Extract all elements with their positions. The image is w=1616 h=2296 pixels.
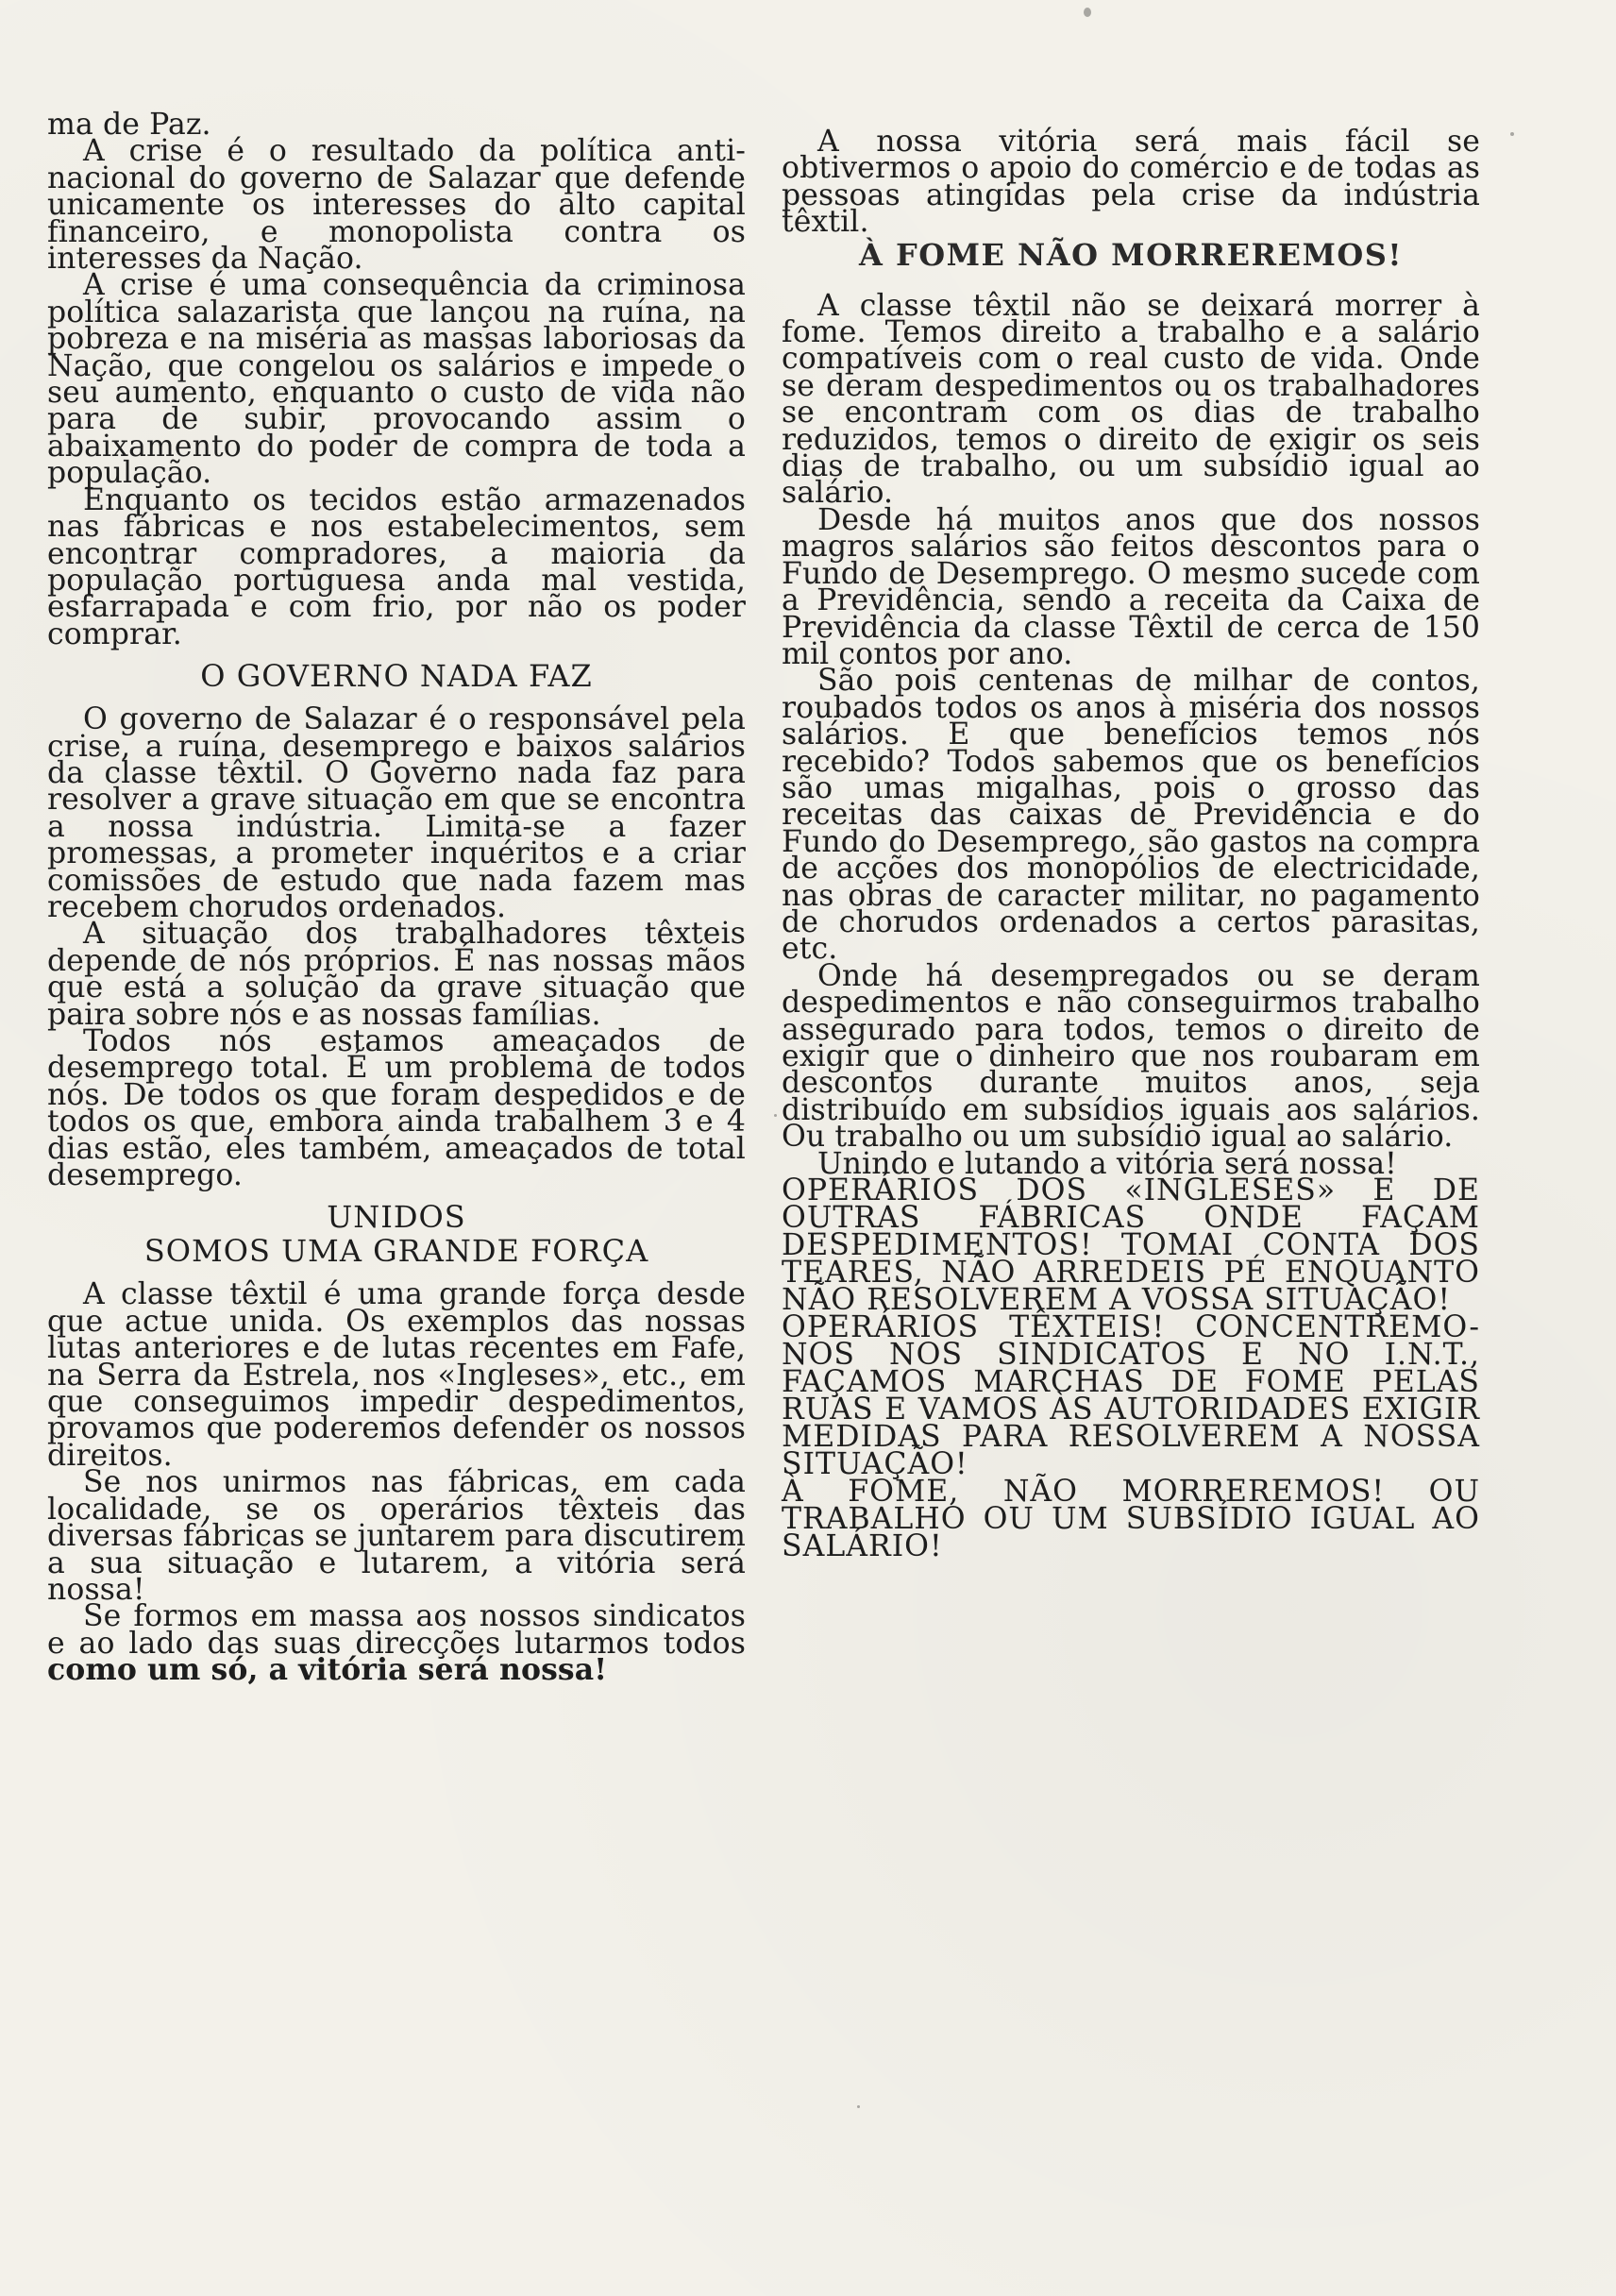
section-heading: À FOME NÃO MORREREMOS! — [859, 236, 1403, 273]
paragraph: A crise é o resultado da política anti-nacional do governo de Salazar que defende unicamente os interesses do alto capital financeiro, e monopolista contra os interesses da Nação. — [47, 134, 746, 277]
ink-speck — [774, 1114, 777, 1117]
paragraph: A nossa vitória será mais fácil se obtivermos o apoio do comércio e de todas as pessoas atingidas pela crise da indústria têxtil. — [782, 125, 1480, 240]
slogan-paragraph: À FOME, NÃO MORREREMOS! OU TRABALHO OU UM SUBSÍDIO IGUAL AO SALÁRIO! — [782, 1475, 1480, 1564]
paragraph: ma de Paz. — [47, 108, 211, 142]
paragraph: Enquanto os tecidos estão armazenados nas fábricas e nos estabelecimentos, sem encontrar compradores, a maioria da população portuguesa anda mal vestida, esfarrapada e com frio, por não os poder comprar. — [47, 482, 746, 651]
paragraph: A crise é uma consequência da criminosa política salazarista que lançou na ruína, na pobreza e na miséria as massas laboriosas da Nação, que congelou os salários e impede o seu aumento, enquanto o custo de vida não para de subir, provocando assim o abaixamento do poder de compra de toda a população. — [47, 268, 746, 491]
paragraph: Desde há muitos anos que dos nossos magros salários são feitos descontos para o Fundo de Desemprego. O mesmo sucede com a Previdência, sendo a receita da Caixa de Previdência da classe Têxtil de cerca de 150 mil contos por ano. — [782, 502, 1480, 671]
emphasis-text: como um só, a vitória será nossa! — [47, 1652, 608, 1688]
paragraph: Unindo e lutando a vitória será nossa! — [817, 1146, 1397, 1181]
ink-speck — [1084, 8, 1091, 17]
section-heading: SOMOS UMA GRANDE FORÇA — [143, 1233, 649, 1270]
left-column — [47, 108, 746, 1688]
right-column — [782, 125, 1480, 1564]
section-heading: UNIDOS — [327, 1199, 466, 1236]
paragraph: A classe têxtil é uma grande força desde que actue unida. Os exemplos das nossas lutas anteriores e de lutas recentes em Fafe, na Serra da Estrela, nos «Ingleses», etc., em que conseguimos impedir despedimentos, provamos que poderemos defender os nossos direitos. — [47, 1277, 746, 1473]
ink-speck — [857, 2105, 860, 2108]
paragraph: São pois centenas de milhar de contos, roubados todos os anos à miséria dos nossos salários. E que benefícios temos nós recebido? Todos sabemos que os benefícios são umas migalhas, pois o grosso das receitas das caixas de Previdência e do Fundo do Desemprego, são gastos na compra de acções dos monopólios de electricidade, nas obras de caracter militar, no pagamento de chorudos ordenados a certos parasitas, etc. — [782, 664, 1480, 967]
paragraph: Todos nós estamos ameaçados de desemprego total. É um problema de todos nós. De todos os que foram despedidos e de todos os que, embora ainda trabalhem 3 e 4 dias estão, eles também, ameaçados de total desemprego. — [47, 1024, 746, 1193]
slogan-paragraph: OPERÁRIOS DOS «INGLESES» E DE OUTRAS FÁBRICAS ONDE FAÇAM DESPEDIMENTOS! TOMAI CONTA DOS TEARES, NÃO ARREDEIS PÉ ENQUANTO NÃO RESOLVEREM A VOSSA SITUAÇÃO! — [782, 1173, 1480, 1318]
slogan-paragraph: OPERÁRIOS TÊXTEIS! CONCENTREMO-NOS NOS SINDICATOS E NO I.N.T., FAÇAMOS MARCHAS DE FOME PELAS RUAS E VAMOS ÀS AUTORIDADES EXIGIR MEDIDAS PARA RESOLVEREM A NOSSA SITUAÇÃO! — [782, 1310, 1480, 1482]
paragraph: Onde há desempregados ou se deram despedimentos e não conseguirmos trabalho assegurado para todos, temos o direito de exigir que o dinheiro que nos roubaram em descontos durante muitos anos, seja distribuído em subsídios iguais aos salários. Ou trabalho ou um subsídio igual ao salário. — [782, 958, 1480, 1155]
paragraph: O governo de Salazar é o responsável pela crise, a ruína, desemprego e baixos salários da classe têxtil. O Governo nada faz para resolver a grave situação em que se encontra a nossa indústria. Limita-se a fazer promessas, a prometer inquéritos e a criar comissões de estudo que nada fazem mas recebem chorudos ordenados. — [47, 702, 746, 924]
paragraph-text: Se formos em massa aos nossos sindicatos e ao lado das suas direcções lutarmos todos — [47, 1599, 746, 1661]
section-heading: O GOVERNO NADA FAZ — [200, 658, 593, 695]
paragraph: Se nos unirmos nas fábricas, em cada localidade, se os operários têxteis das diversas fábricas se juntarem para discutirem a sua situação e lutarem, a vitória será nossa! — [47, 1465, 746, 1607]
paragraph: A situação dos trabalhadores têxteis depende de nós próprios. É nas nossas mãos que está a solução da grave situação que paira sobre nós e as nossas famílias. — [47, 917, 746, 1032]
paragraph — [47, 1599, 746, 1688]
paragraph: A classe têxtil não se deixará morrer à fome. Temos direito a trabalho e a salário compatíveis com o real custo de vida. Onde se deram despedimentos ou os trabalhadores se encontram com os dias de trabalho reduzidos, temos o direito de exigir os seis dias de trabalho, ou um subsídio igual ao salário. — [782, 288, 1480, 511]
ink-speck — [1510, 132, 1514, 136]
